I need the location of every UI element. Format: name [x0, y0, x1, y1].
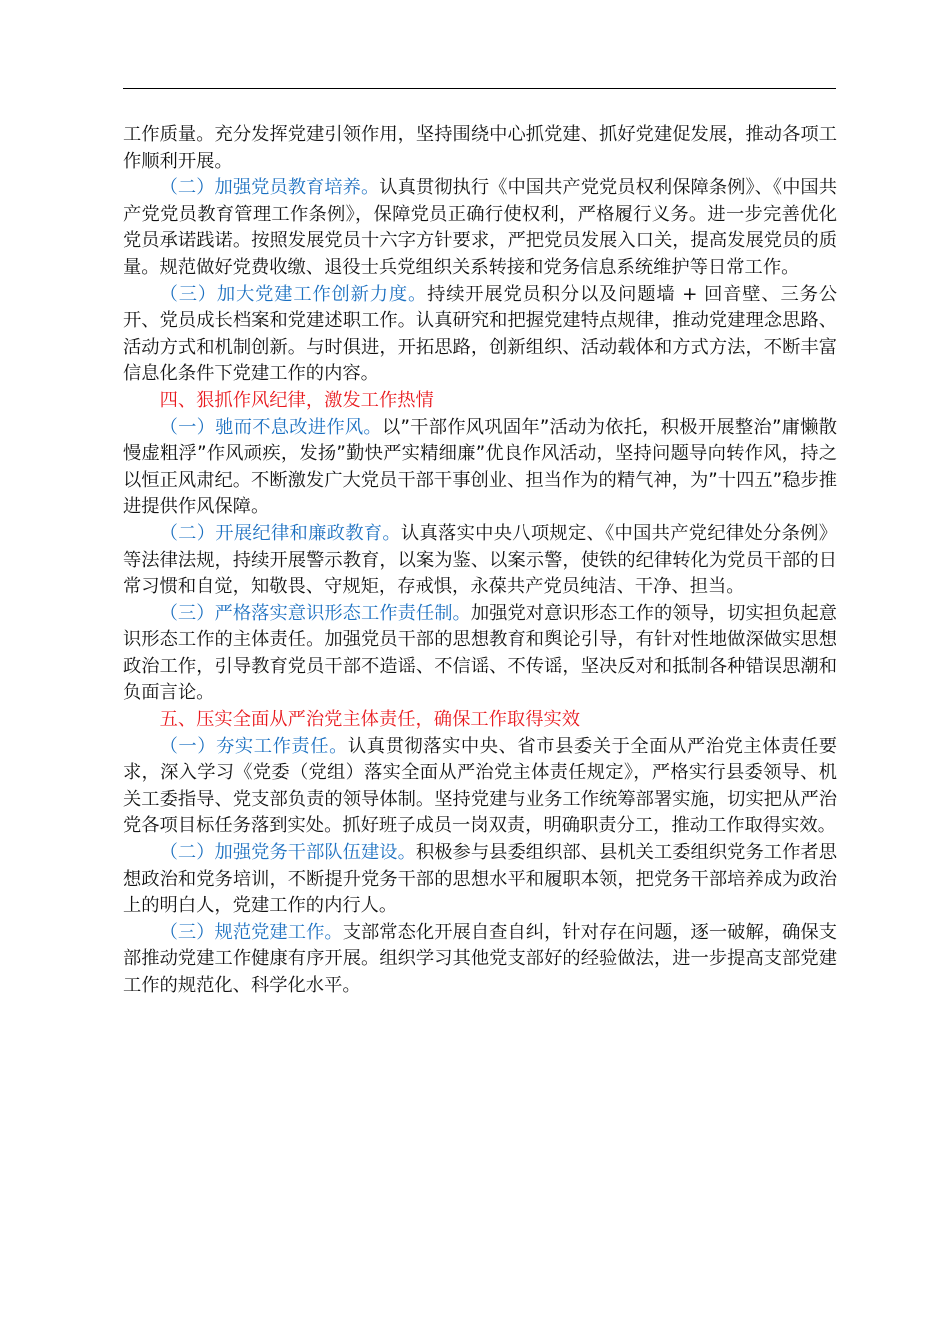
- section-heading: 四、狠抓作风纪律，激发工作热情: [159, 389, 434, 411]
- header-rule: [123, 88, 836, 89]
- item-title: （二）加强党员教育培养。: [159, 177, 380, 199]
- item-paragraph: [123, 840, 837, 920]
- item-body: 积极参与县委组织部、县机关工委组织党务工作者思想政治和党务培训，不断提升党务干部的思想水平和履职本领，把党务干部培养成为政治上的明白人，党建工作的内行人。: [123, 842, 838, 917]
- document-body: [123, 122, 837, 1000]
- intro-paragraph: [123, 122, 837, 175]
- item-paragraph: [123, 920, 837, 1000]
- item-body: 持续开展党员积分以及问题墙 + 回音壁、三务公开、党员成长档案和党建述职工作。认真研究和把握党建特点规律，推动党建理念思路、活动方式和机制创新。与时俱进，开拓思路，创新组织、活动载体和方式方法，不断丰富信息化条件下党建工作的内容。: [123, 283, 837, 385]
- item-body: 以”干部作风巩固年”活动为依托，积极开展整治”庸懒散慢虚粗浮”作风顽疾，发扬”勤快严实精细廉”优良作风活动，坚持问题导向转作风，持之以恒正风肃纪。不断激发广大党员干部干事创业、担当作为的精气神，为”十四五”稳步推进提供作风保障。: [123, 416, 837, 518]
- item-paragraph: [123, 282, 837, 388]
- item-title: （一）驰而不息改进作风。: [159, 416, 382, 438]
- item-body: 加强党对意识形态工作的领导，切实担负起意识形态工作的主体责任。加强党员干部的思想教育和舆论引导，有针对性地做深做实思想政治工作，引导教育党员干部不造谣、不信谣、不传谣，坚决反对和抵制各种错误思潮和负面言论。: [123, 602, 838, 704]
- item-body: 认真贯彻执行《中国共产党党员权利保障条例》、《中国共产党党员教育管理工作条例》，保障党员正确行使权利，严格履行义务。进一步完善优化党员承诺践诺。按照发展党员十六字方针要求，严把党员发展入口关，提高发展党员的质量。规范做好党费收缴、退役士兵党组织关系转接和党务信息系统维护等日常工作。: [123, 177, 837, 278]
- item-title: （二）开展纪律和廉政教育。: [159, 522, 401, 544]
- item-title: （一）夯实工作责任。: [159, 735, 348, 757]
- item-paragraph: [123, 415, 837, 521]
- section-heading: 五、压实全面从严治党主体责任，确保工作取得实效: [159, 709, 581, 731]
- item-paragraph: [123, 175, 837, 281]
- intro-text: 工作质量。充分发挥党建引领作用，坚持围绕中心抓党建、抓好党建促发展，推动各项工作顺利开展。: [123, 124, 837, 172]
- item-body: 支部常态化开展自查自纠，针对存在问题，逐一破解，确保支部推动党建工作健康有序开展。组织学习其他党支部好的经验做法，进一步提高支部党建工作的规范化、科学化水平。: [123, 921, 838, 996]
- item-title: （三）加大党建工作创新力度。: [159, 283, 428, 305]
- item-body: 认真贯彻落实中央、省市县委关于全面从严治党主体责任要求，深入学习《党委（党组）落实全面从严治党主体责任规定》，严格实行县委领导、机关工委指导、党支部负责的领导体制。坚持党建与业务工作统筹部署实施，切实把从严治党各项目标任务落到实处。抓好班子成员一岗双责，明确职责分工，推动工作取得实效。: [123, 735, 838, 837]
- item-title: （二）加强党务干部队伍建设。: [159, 842, 416, 864]
- item-body: 认真落实中央八项规定、《中国共产党纪律处分条例》等法律法规，持续开展警示教育，以案为鉴、以案示警，使铁的纪律转化为党员干部的日常习惯和自觉，知敬畏、守规矩，存戒惧，永葆共产党员纯洁、干净、担当。: [123, 522, 838, 598]
- item-paragraph: [123, 521, 837, 601]
- item-paragraph: [123, 734, 837, 840]
- item-title: （三）规范党建工作。: [159, 921, 343, 943]
- item-paragraph: [123, 601, 837, 707]
- item-title: （三）严格落实意识形态工作责任制。: [159, 602, 471, 624]
